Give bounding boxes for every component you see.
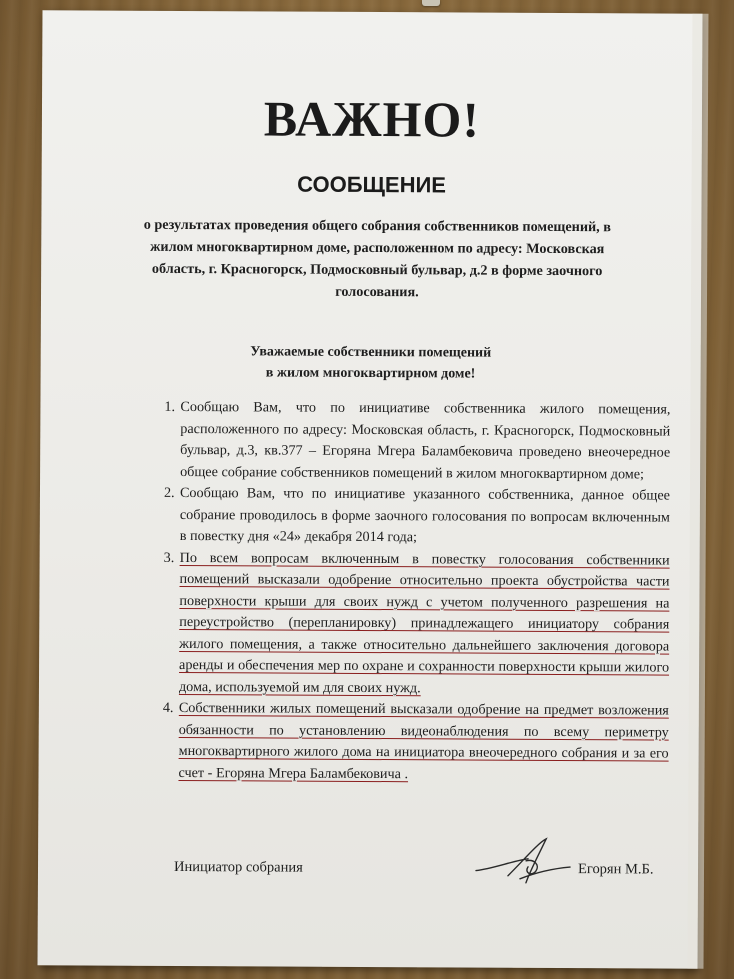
tape-strip <box>687 14 708 969</box>
item-text: Собственники жилых помещений высказали одобрение на предмет возложения обязанности по установлению видеонаблюдения по всему периметру многоквартирного жилого дома на инициатора внеочередного собрания и за его счет - Егоряна Мгера Баламбековича . <box>178 700 669 782</box>
notice-intro: о результатах проведения общего собрания собственников помещений, в жилом многоквартирном доме, расположенном по адресу: Московская область, г. Красногорск, Подмосковный бульвар, д.2 в форме заочного голосования. <box>143 216 612 301</box>
pushpin <box>422 0 440 6</box>
notice-items <box>150 397 670 787</box>
item-number: 3. <box>163 549 175 566</box>
item-text: По всем вопросам включенным в повестку голосования собственники помещений высказали одобрение относительно проекта обустройства части поверхности крыши для своих нужд с учетом полученного разрешения на переустройство (перепланировку) принадлежащего инициатору собрания жилого помещения, а также относительно дальнейшего заключения договора аренды и обеспечения мер по охране и сохранности поверхности крыши жилого дома, используемой им для своих нужд. <box>178 549 670 696</box>
item-text: Сообщаю Вам, что по инициативе указанного собственника, данное общее собрание проводилось в форме заочного голосования по вопросам включенным в повестку дня «24» декабря 2014 года; <box>179 485 671 546</box>
initiator-label: Инициатор собрания <box>173 858 303 876</box>
greeting <box>191 341 551 385</box>
signature-icon <box>468 831 578 892</box>
notice-item-4 <box>150 698 668 787</box>
notice-sheet <box>38 10 703 968</box>
notice-title: ВАЖНО! <box>263 90 481 148</box>
item-text: Сообщаю Вам, что по инициативе собственника жилого помещения, расположенного по адресу: Московская область, г. Красногорск, Подмосковный бульвар, д.3, кв.377 – Егоряна Мгера Баламбековича проведено внеочередное общее собрание собственников помещений в жилом многоквартирном доме; <box>180 399 671 482</box>
item-number: 1. <box>164 398 176 415</box>
item-number: 2. <box>163 484 175 501</box>
greeting-line-1: Уважаемые собственники помещений <box>250 344 492 361</box>
greeting-line-2: в жилом многоквартирном доме! <box>265 365 476 382</box>
notice-item-2 <box>152 483 670 550</box>
notice-item-3 <box>151 547 670 700</box>
notice-item-1 <box>152 397 670 486</box>
initiator-name: Егорян М.Б. <box>577 861 654 878</box>
item-number: 4. <box>162 699 174 716</box>
notice-subtitle: СООБЩЕНИЕ <box>297 171 447 198</box>
